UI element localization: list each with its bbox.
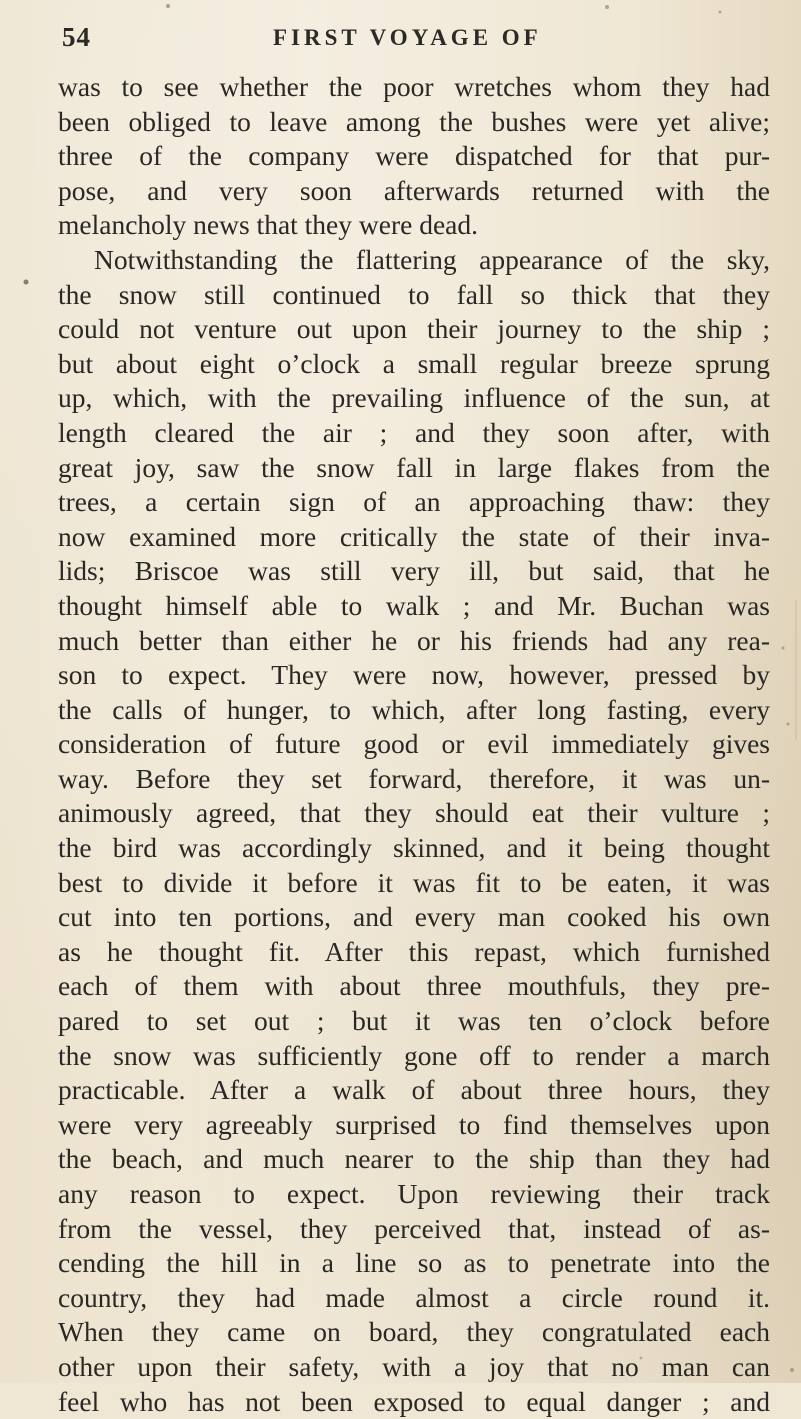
text-line: the snow still continued to fall so thick that they: [58, 278, 770, 310]
text-line: as he thought fit. After this repast, which furnished: [58, 935, 770, 967]
text-line: country, they had made almost a circle round it.: [58, 1281, 770, 1313]
text-line: pose, and very soon afterwards returned with the: [58, 174, 770, 206]
text-line: great joy, saw the snow fall in large flakes from the: [58, 451, 770, 483]
running-head-title: FIRST VOYAGE OF: [273, 25, 542, 50]
text-line: lids; Briscoe was still very ill, but said, that he: [58, 555, 770, 587]
text-line: was to see whether the poor wretches whom they had: [58, 71, 770, 102]
text-line: any reason to expect. Upon reviewing their track: [58, 1178, 770, 1209]
text-line: were very agreeably surprised to find themselves upon: [58, 1108, 770, 1140]
text-line: the snow was sufficiently gone off to render a march: [58, 1039, 770, 1071]
text-line: animously agreed, that they should eat their vulture ;: [58, 797, 770, 829]
text-line: now examined more critically the state of their inva-: [58, 520, 770, 552]
text-line: thought himself able to walk ; and Mr. Buchan was: [58, 589, 770, 621]
text-line: feel who has not been exposed to equal danger ; and: [58, 1385, 770, 1417]
text-line: up, which, with the prevailing influence of the sun, at: [58, 382, 770, 414]
text-line: length cleared the air ; and they soon after, with: [58, 416, 770, 448]
text-line: When they came on board, they congratulated each: [58, 1316, 770, 1348]
text-line: the calls of hunger, to which, after long fasting, every: [58, 693, 770, 725]
text-line: been obliged to leave among the bushes were yet alive;: [58, 105, 770, 137]
text-line: Notwithstanding the flattering appearance of the sky,: [94, 243, 770, 275]
text-line: melancholy news that they were dead.: [58, 209, 478, 241]
text-line: but about eight o’clock a small regular breeze sprung: [58, 347, 770, 379]
text-line: cending the hill in a line so as to penetrate into the: [58, 1247, 770, 1279]
text-line: practicable. After a walk of about three hours, they: [58, 1074, 770, 1106]
body-text: [58, 70, 770, 1419]
text-line: trees, a certain sign of an approaching thaw: they: [58, 486, 770, 518]
running-head: [56, 16, 746, 56]
text-line: the bird was accordingly skinned, and it being thought: [58, 832, 770, 864]
text-line: son to expect. They were now, however, pressed by: [58, 659, 770, 691]
text-line: three of the company were dispatched for that pur-: [58, 140, 770, 172]
text-line: pared to set out ; but it was ten o’clock before: [58, 1005, 770, 1037]
page-number: 54: [62, 22, 91, 52]
text-line: could not venture out upon their journey to the ship ;: [58, 313, 770, 345]
text-line: each of them with about three mouthfuls, they pre-: [58, 970, 770, 1002]
text-line: way. Before they set forward, therefore, it was un-: [58, 762, 770, 794]
text-line: the beach, and much nearer to the ship than they had: [58, 1143, 770, 1175]
text-line: cut into ten portions, and every man cooked his own: [58, 901, 770, 933]
text-line: much better than either he or his friends had any rea-: [58, 624, 770, 656]
text-line: best to divide it before it was fit to be eaten, it was: [58, 866, 770, 898]
text-line: from the vessel, they perceived that, instead of as-: [58, 1212, 770, 1244]
text-line: other upon their safety, with a joy that no man can: [58, 1350, 770, 1382]
text-line: consideration of future good or evil immediately gives: [58, 728, 770, 760]
